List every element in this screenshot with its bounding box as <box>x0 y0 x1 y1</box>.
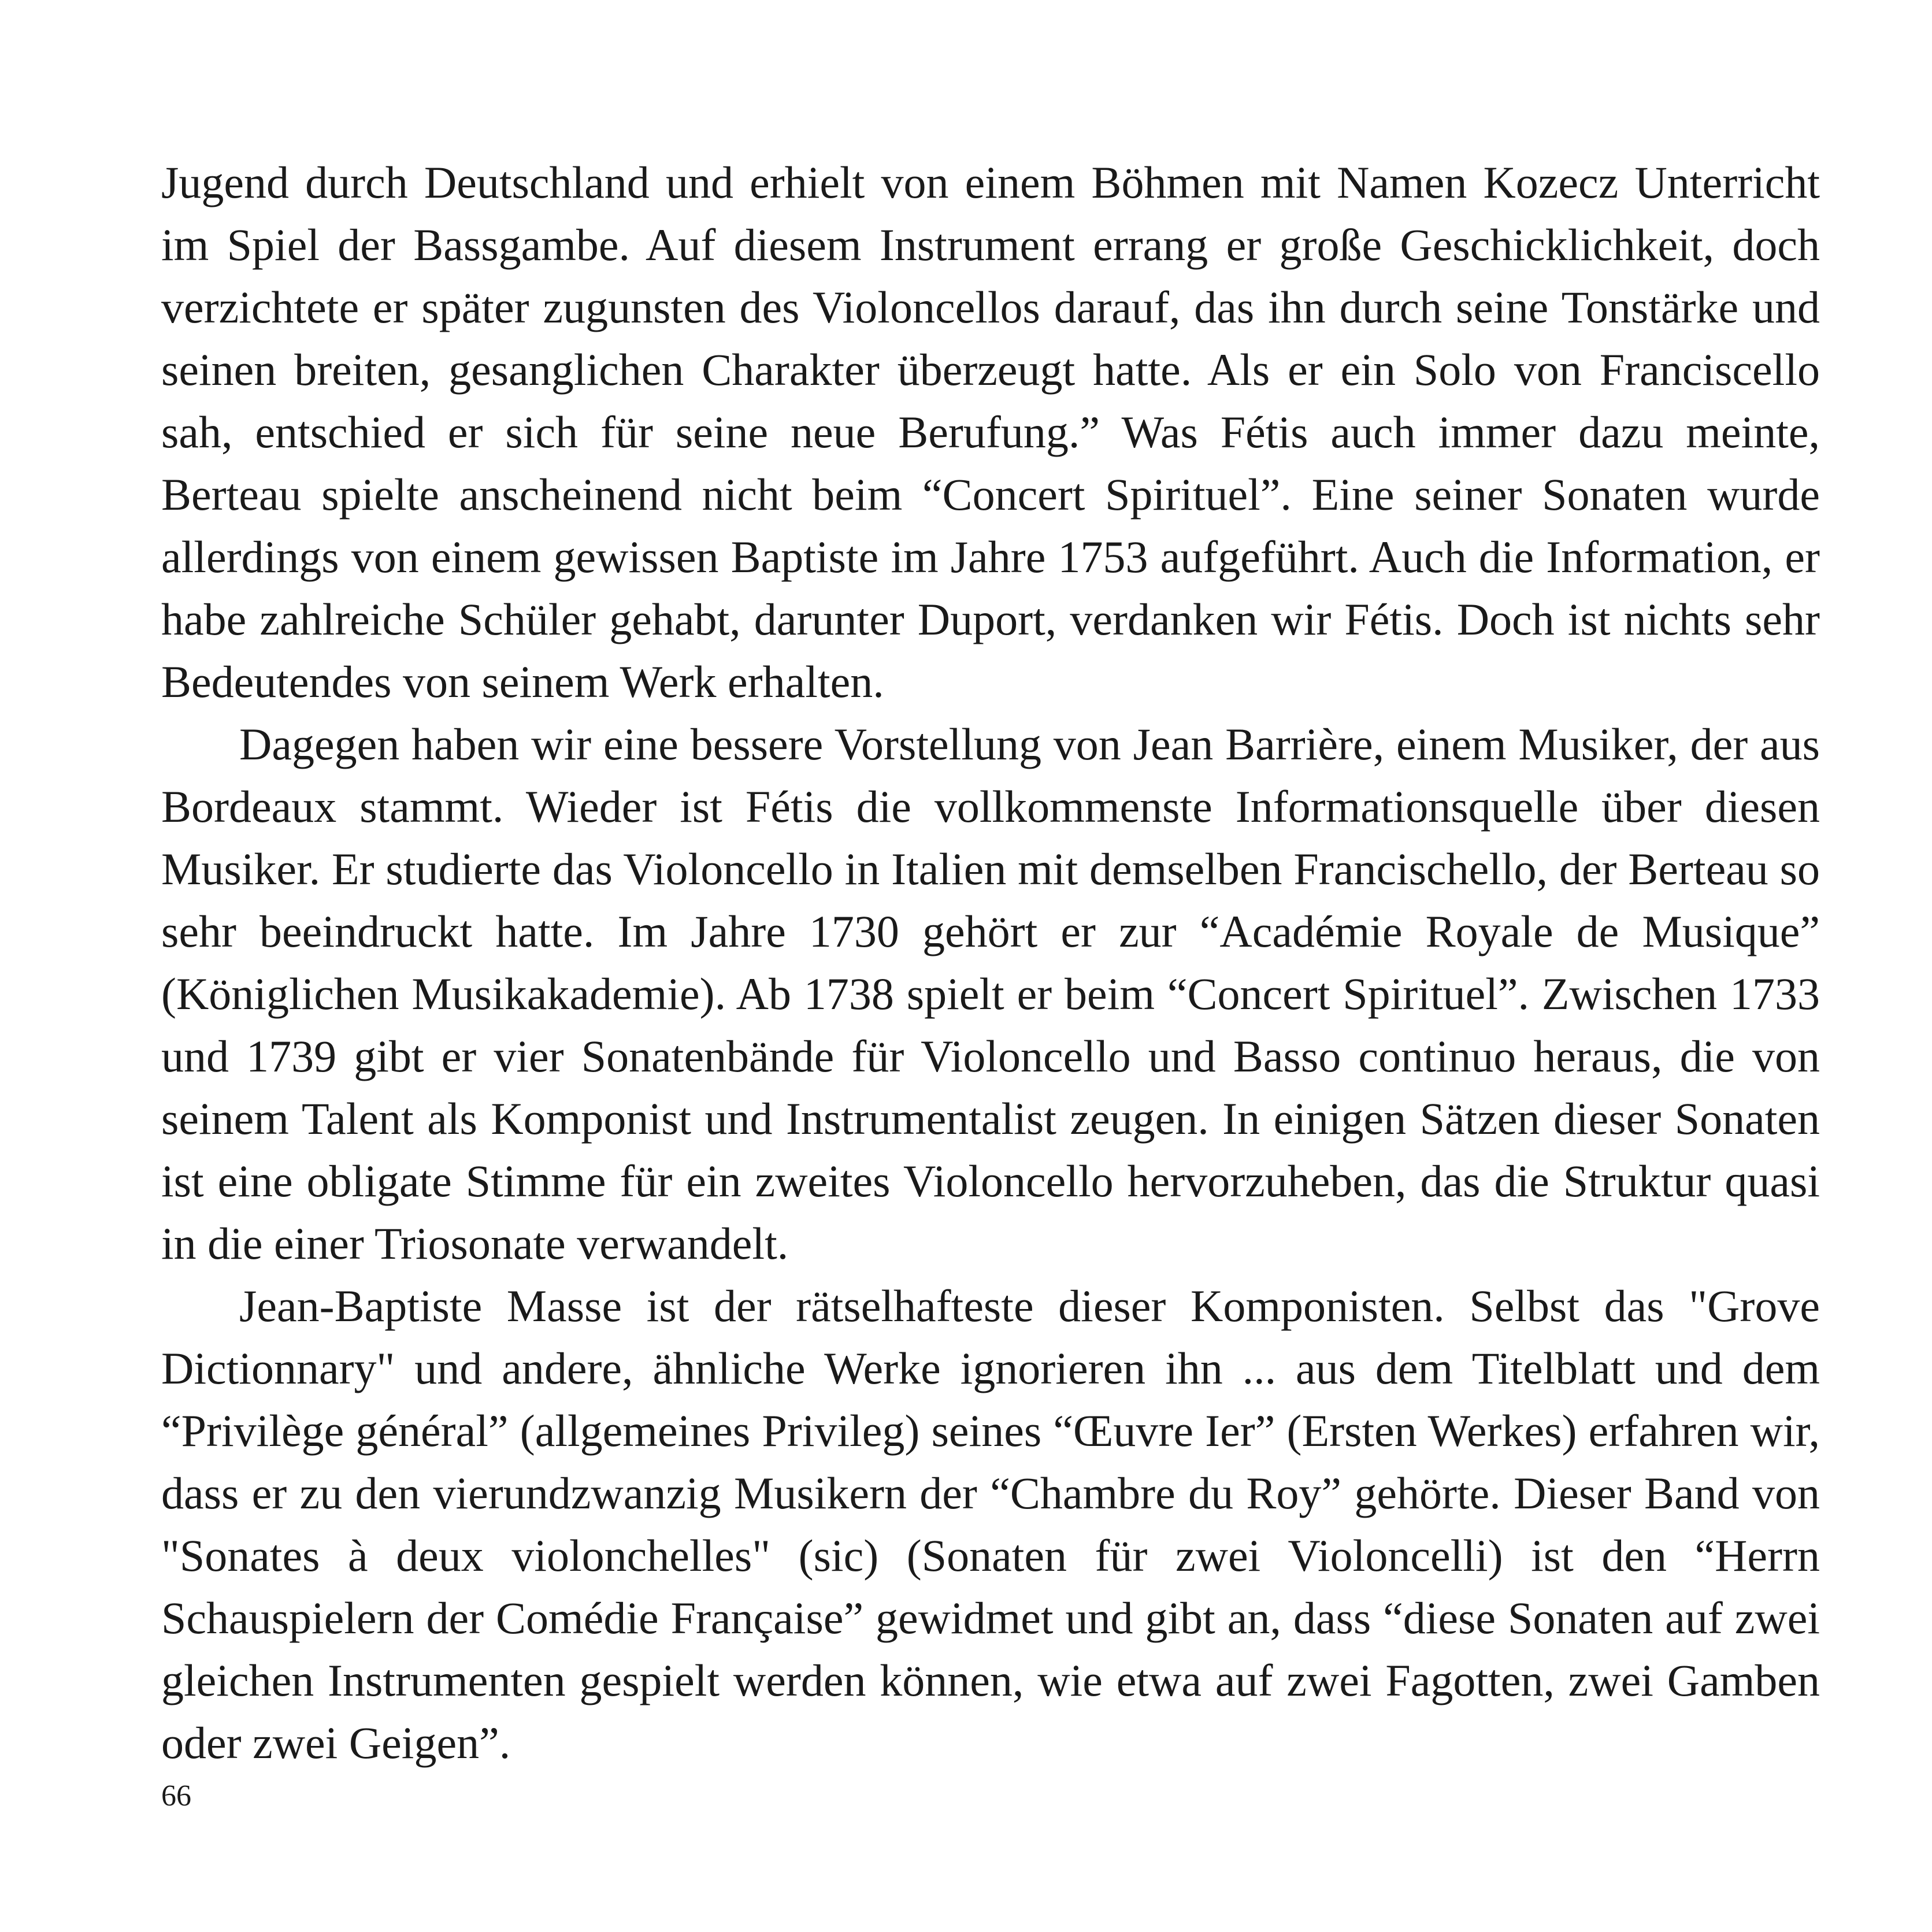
paragraph-barriere: Dagegen haben wir eine bessere Vorstellung von Jean Barrière, einem Musiker, der aus Bordeaux stammt. Wieder ist Fétis die vollkommenste Informationsquelle über diesen Musiker. Er studierte das Violoncello in Italien mit demselben Francischello, der Berteau so sehr beeindruckt hatte. Im Jahre 1730 gehört er zur “Académie Royale de Musique” (Königlichen Musikakademie). Ab 1738 spielt er beim “Concert Spirituel”. Zwischen 1733 und 1739 gibt er vier Sonatenbände für Violoncello und Basso continuo heraus, die von seinem Talent als Komponist und Instrumentalist zeugen. In einigen Sätzen dieser Sonaten ist eine obligate Stimme für ein zweites Violoncello hervorzuheben, das die Struktur quasi in die einer Triosonate verwandelt. <box>161 719 1820 1269</box>
paragraph-masse: Jean-Baptiste Masse ist der rätselhafteste dieser Komponisten. Selbst das "Grove Dictionnary" und andere, ähnliche Werke ignorieren ihn ... aus dem Titelblatt und dem “Privilège général” (allgemeines Privileg) seines “Œuvre Ier” (Ersten Werkes) erfahren wir, dass er zu den vierundzwanzig Musikern der “Chambre du Roy” gehörte. Dieser Band von "Sonates à deux violonchelles" (sic) (Sonaten für zwei Violoncelli) ist den “Herrn Schauspielern der Comédie Française” gewidmet und gibt an, dass “diese Sonaten auf zwei gleichen Instrumenten gespielt werden können, wie etwa auf zwei Fagotten, zwei Gamben oder zwei Geigen”. <box>161 1281 1820 1768</box>
paragraph-continuation: Jugend durch Deutschland und erhielt von einem Böhmen mit Namen Kozecz Unterricht im Spiel der Bassgambe. Auf diesem Instrument errang er große Geschicklichkeit, doch verzichtete er später zugunsten des Violoncellos darauf, das ihn durch seine Tonstärke und seinen breiten, gesanglichen Charakter überzeugt hatte. Als er ein Solo von Franciscello sah, entschied er sich für seine neue Berufung.” Was Fétis auch immer dazu meinte, Berteau spielte anscheinend nicht beim “Concert Spirituel”. Eine seiner Sonaten wurde allerdings von einem gewissen Baptiste im Jahre 1753 aufgeführt. Auch die Information, er habe zahlreiche Schüler gehabt, darunter Duport, verdanken wir Fétis. Doch ist nichts sehr Bedeutendes von seinem Werk erhalten. <box>161 157 1820 707</box>
body-text <box>161 151 1820 1774</box>
page-number: 66 <box>161 1779 191 1812</box>
